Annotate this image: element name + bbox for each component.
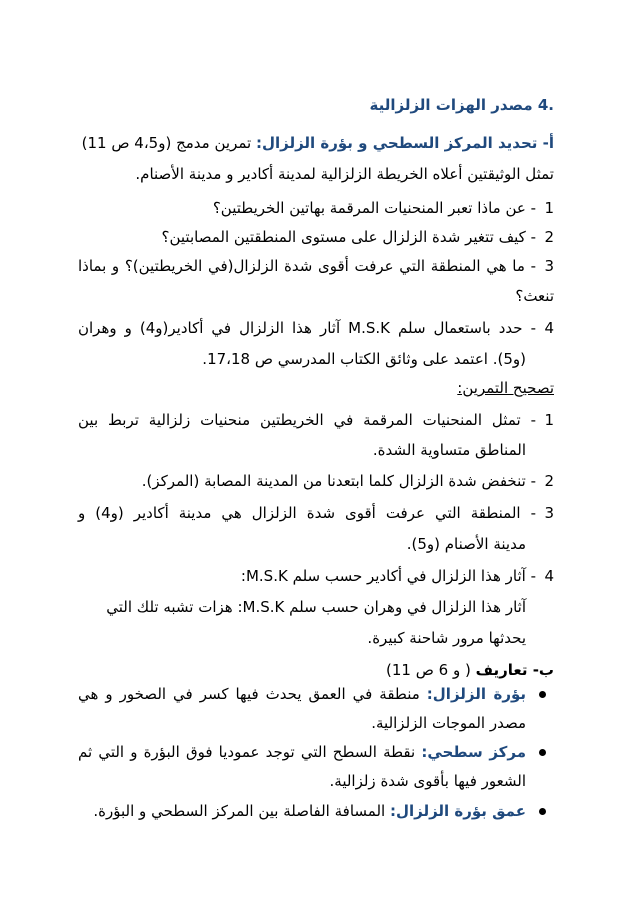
section-b-rest: ( و 6 ص 11) (386, 661, 476, 679)
definition-term: مركز سطحي: (421, 743, 526, 761)
correction-item-4: 4- آثار هذا الزلزال في أكادير حسب سلم M.S.K: (240, 567, 554, 585)
bullet-icon (539, 808, 546, 815)
question-number: 4 (544, 319, 554, 337)
question-4: 4- حدد باستعمال سلم M.S.K آثار هذا الزلزال في أكادير(و4) و وهران (78, 319, 554, 337)
question-2: 2- كيف تتغير شدة الزلزال على مستوى المنطقتين المصابتين؟ (161, 228, 554, 246)
question-4-continuation: (و5). اعتمد على وثائق الكتاب المدرسي ص 17،18. (202, 350, 526, 368)
question-text: ما هي المنطقة التي عرفت أقوى شدة الزلزال(في الخريطتين)؟ و بماذا (78, 257, 525, 275)
correction-item-3-continuation: مدينة الأصنام (و5). (406, 535, 526, 553)
definition-2-continuation: الشعور فيها بأقوى شدة زلزالية. (329, 772, 526, 790)
definition-3 (93, 801, 526, 821)
definition-1 (78, 684, 526, 704)
section-b-title (386, 660, 554, 680)
definition-term: بؤرة الزلزال: (426, 685, 526, 703)
section-a-title (82, 133, 554, 153)
correction-item-4-continuation-2: يحدثها مرور شاحنة كبيرة. (367, 629, 526, 647)
section-heading (370, 95, 554, 115)
bullet-icon (539, 749, 546, 756)
question-number: 2 (544, 228, 554, 246)
section-a-intro: تمثل الوثيقتين أعلاه الخريطة الزلزالية لمدينة أكادير و مدينة الأصنام. (135, 165, 554, 183)
definition-text: المسافة الفاصلة بين المركز السطحي و البؤرة. (93, 802, 390, 820)
question-text: حدد باستعمال سلم M.S.K آثار هذا الزلزال في أكادير(و4) و وهران (78, 319, 523, 337)
correction-number: 2 (544, 472, 554, 490)
question-3: 3- ما هي المنطقة التي عرفت أقوى شدة الزلزال(في الخريطتين)؟ و بماذا (78, 257, 554, 275)
question-number: 1 (544, 199, 554, 217)
correction-text: المنطقة التي عرفت أقوى شدة الزلزال هي مدينة أكادير (و4) و (78, 504, 521, 522)
question-text: كيف تتغير شدة الزلزال على مستوى المنطقتين المصابتين؟ (161, 228, 526, 246)
definition-text: نقطة السطح التي توجد عموديا فوق البؤرة و التي ثم (78, 743, 422, 761)
correction-item-2: 2- تنخفض شدة الزلزال كلما ابتعدنا من المدينة المصابة (المركز). (141, 472, 554, 490)
correction-text: آثار هذا الزلزال في أكادير حسب سلم M.S.K: (240, 567, 526, 585)
correction-text: تمثل المنحنيات المرقمة في الخريطتين منحنيات زلزالية تربط بين (78, 411, 521, 429)
question-1: 1- عن ماذا تعبر المنحنيات المرقمة بهاتين الخريطتين؟ (212, 199, 554, 217)
correction-item-4-continuation: آثار هذا الزلزال في وهران حسب سلم M.S.K: هزات تشبه تلك التي (106, 598, 526, 616)
correction-item-1: 1- تمثل المنحنيات المرقمة في الخريطتين منحنيات زلزالية تربط بين (78, 411, 554, 429)
correction-number: 1 (544, 411, 554, 429)
correction-text: تنخفض شدة الزلزال كلما ابتعدنا من المدينة المصابة (المركز). (141, 472, 526, 490)
section-a-rest: تمرين مدمج (و4،5 ص 11) (81, 134, 256, 152)
definition-term: عمق بؤرة الزلزال: (389, 802, 526, 820)
section-title: مصدر الهزات الزلزالية (369, 96, 533, 114)
definition-2 (78, 742, 526, 762)
correction-title: تصحيح التمرين: (457, 379, 554, 397)
correction-item-3: 3- المنطقة التي عرفت أقوى شدة الزلزال هي مدينة أكادير (و4) و (78, 504, 554, 522)
section-b-label: ب- تعاريف (475, 661, 554, 679)
correction-number: 4 (544, 567, 554, 585)
question-text: عن ماذا تعبر المنحنيات المرقمة بهاتين الخريطتين؟ (212, 199, 526, 217)
correction-number: 3 (544, 504, 554, 522)
correction-item-1-continuation: المناطق متساوية الشدة. (372, 441, 526, 459)
section-number: .4 (537, 96, 554, 114)
bullet-icon (539, 691, 546, 698)
question-number: 3 (544, 257, 554, 275)
definition-1-continuation: مصدر الموجات الزلزالية. (371, 714, 526, 732)
question-3-continuation: تنعث؟ (515, 287, 554, 305)
section-a-label: أ- تحديد المركز السطحي و بؤرة الزلزال: (255, 134, 554, 152)
definition-text: منطقة في العمق يحدث فيها كسر في الصخور و هي (78, 685, 427, 703)
